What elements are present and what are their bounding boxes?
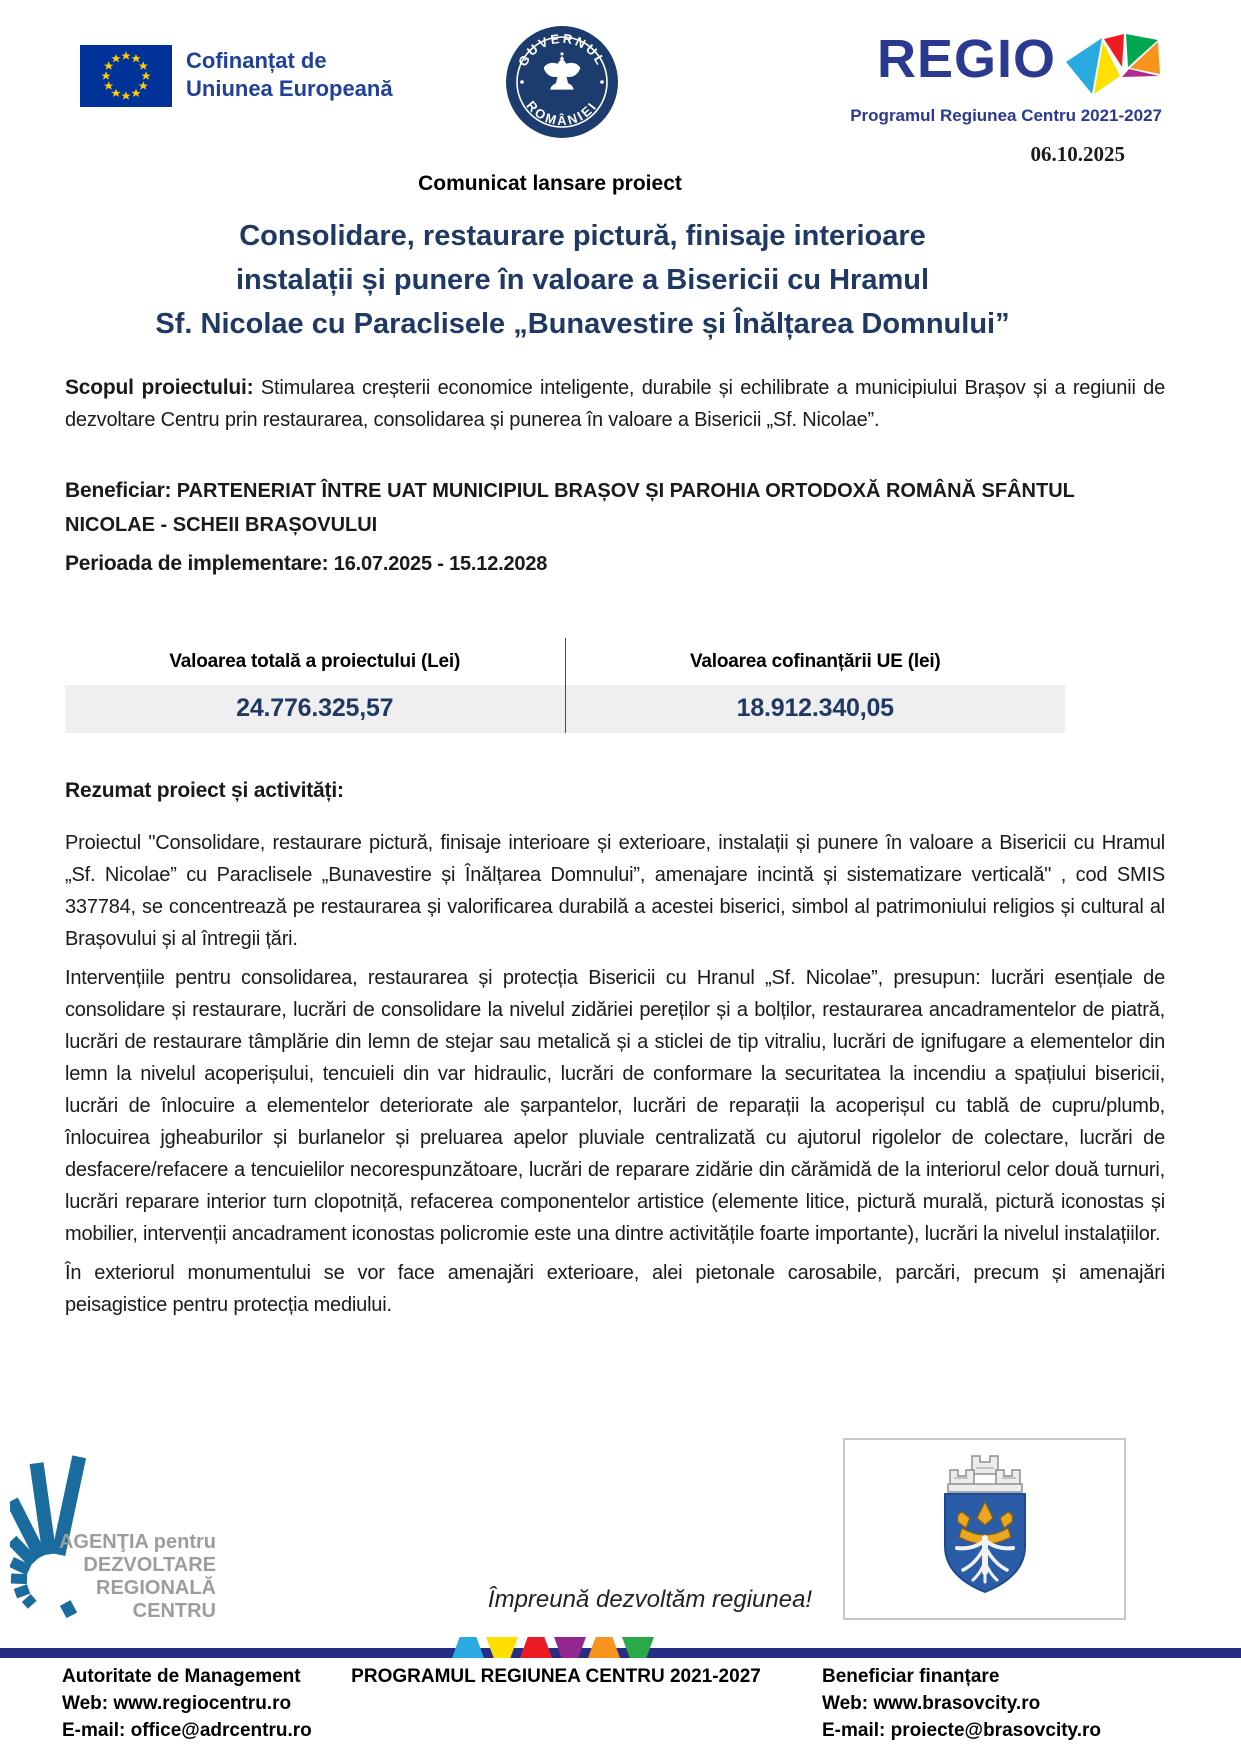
regio-bird-icon: [1064, 34, 1168, 100]
scope-label: Scopul proiectului:: [65, 376, 254, 399]
trapezoid-purple: [554, 1637, 586, 1658]
adr-text-line4: CENTRU: [132, 1600, 216, 1622]
eu-cofinancing-header: Valoarea cofinanțării UE (lei): [689, 651, 941, 672]
summary-paragraph-1: Proiectul "Consolidare, restaurare pictură, finisaje interioare și exterioare, instalații și punere în valoare a Bisericii cu Hramul „Sf. Nicolae” cu Paraclisele „Bunavestire și Înălțarea Domnului”, amenajare incintă și sistematizare verticală" , cod SMIS 337784, se concentrează pe restaurarea și valorificarea durabilă a acestei biserici, simbol al patrimoniului religios și cultural al Brașovului și al întregii țări.: [65, 832, 1165, 950]
eu-logo-line1: Cofinanțat de: [186, 48, 327, 73]
eu-flag-icon: [80, 45, 172, 107]
summary-paragraph-3: În exteriorul monumentului se vor face amenajări exterioare, alei pietonale carosabile, parcări, precum și amenajări peisagistice pentru protecția mediului.: [65, 1262, 1165, 1316]
footer-right-title: Beneficiar finanțare: [822, 1666, 1000, 1687]
regional-slogan: Împreună dezvoltăm regiunea!: [487, 1586, 813, 1613]
period-label: Perioada de implementare:: [65, 552, 329, 575]
eu-cofunded-logo: [80, 45, 393, 107]
regio-subtitle: Programul Regiunea Centru 2021-2027: [850, 106, 1162, 125]
regio-wordmark: REGIO: [876, 29, 1056, 89]
footer-right-email: E-mail: proiecte@brasovcity.ro: [822, 1720, 1101, 1741]
trapezoid-orange: [588, 1637, 620, 1658]
scope-text: Stimularea creșterii economice inteligente, durabile și echilibrate a municipiului Brașov și a regiunii de dezvoltare Centru prin restaurarea, consolidarea și punerea în valoare a Bisericii „Sf. Nicolae”.: [65, 377, 1165, 431]
summary-label-paragraph: [65, 775, 1165, 807]
brasov-coat-of-arms-box: [843, 1438, 1126, 1620]
period-paragraph: [65, 548, 1165, 580]
values-table: [65, 638, 1065, 733]
eu-cofinancing-column: [566, 638, 1066, 733]
footer-color-trapezoids-icon: [452, 1637, 656, 1658]
footer-left-web: Web: www.regiocentru.ro: [62, 1693, 292, 1714]
brasov-coat-of-arms-icon: [924, 1444, 1046, 1614]
trapezoid-red: [520, 1637, 552, 1658]
footer-program-title: PROGRAMUL REGIUNEA CENTRU 2021-2027: [351, 1666, 761, 1687]
period-value: 16.07.2025 - 15.12.2028: [333, 553, 548, 575]
eu-logo-text: [186, 47, 393, 103]
eu-logo-line2: Uniunea Europeană: [186, 76, 393, 101]
footer-left-email: E-mail: office@adrcentru.ro: [62, 1720, 312, 1741]
footer-right-web: Web: www.brasovcity.ro: [822, 1693, 1041, 1714]
summary-label: Rezumat proiect și activități:: [65, 779, 344, 802]
eu-cofinancing-amount: 18.912.340,05: [566, 685, 1066, 733]
gov-seal-bottom-text: ROMÂNIEI: [523, 97, 601, 129]
project-title: [0, 214, 1165, 346]
project-title-line3: Sf. Nicolae cu Paraclisele „Bunavestire și Înălțarea Domnului”: [155, 308, 1010, 340]
scope-paragraph: [65, 372, 1165, 436]
document-date: 06.10.2025: [1030, 142, 1125, 166]
document-body: [65, 372, 1165, 1328]
summary-paragraph-2: Intervențiile pentru consolidarea, restaurarea și protecția Bisericii cu Hranul „Sf. Nicolae”, presupun: lucrări esențiale de consolidare și restaurare, lucrări de consolidare la nivelul zidăriei pereților și a bolților, restaurarea ancadramentelor de piatră, lucrări de restaurare tâmplărie din lemn de stejar sau metalică și a sticlei de tip vitraliu, lucrări de ignifugare a elementelor din lemn la nivelul acoperișului, tencuieli din var hidraulic, lucrări de conformare la securitatea la incendiu a spațiului bisericii, lucrări de înlocuire a elementelor deteriorate ale șarpantelor, lucrări de reparații la acoperișul cu tablă de cupru/plumb, înlocuirea jgheaburilor și burlanelor și preluarea apelor pluviale centralizată cu ajutorul rigolelor de colectare, lucrări de desfacere/refacere a tencuielilor necorespunzătoare, lucrări de reparare zidărie din cărămidă de la interiorul celor două turnuri, lucrări reparare interior turn clopotniță, refacerea componentelor artistice (elemente litice, pictură murală, pictură iconostas și mobilier, intervenții ancadrament iconostas policromie este una dintre activitățile foarte importante), lucrări la nivelul instalațiilor.: [65, 967, 1165, 1245]
beneficiary-text: PARTENERIAT ÎNTRE UAT MUNICIPIUL BRAȘOV ȘI PAROHIA ORTODOXĂ ROMÂNĂ SFÂNTUL NICOLAE - SCHEII BRAȘOVULUI: [65, 480, 1075, 536]
adr-text-line2: DEZVOLTARE: [83, 1554, 216, 1576]
adr-text-line3: REGIONALĂ: [96, 1577, 216, 1599]
regio-logo: [790, 29, 1168, 126]
footer-beneficiary: [822, 1663, 1101, 1744]
adr-centru-logo: [10, 1452, 240, 1629]
project-title-line1: Consolidare, restaurare pictură, finisaje interioare: [239, 220, 926, 252]
total-value-header: Valoarea totală a proiectului (Lei): [169, 651, 461, 672]
document-subject: Comunicat lansare proiect: [418, 172, 682, 195]
beneficiary-paragraph: [65, 474, 1165, 542]
adr-text-line1: AGENŢIA pentru: [58, 1531, 216, 1553]
trapezoid-cyan: [452, 1637, 484, 1658]
romanian-government-seal-icon: [505, 25, 619, 144]
beneficiary-label: Beneficiar:: [65, 479, 172, 502]
footer-left-title: Autoritate de Management: [62, 1666, 301, 1687]
trapezoid-green: [622, 1637, 654, 1658]
gov-seal-top-text: GUVERNUL: [514, 30, 610, 69]
total-value-amount: 24.776.325,57: [65, 685, 565, 733]
project-title-line2: instalații și punere în valoare a Bisericii cu Hramul: [235, 264, 930, 296]
total-value-column: [65, 638, 566, 733]
trapezoid-yellow: [486, 1637, 518, 1658]
